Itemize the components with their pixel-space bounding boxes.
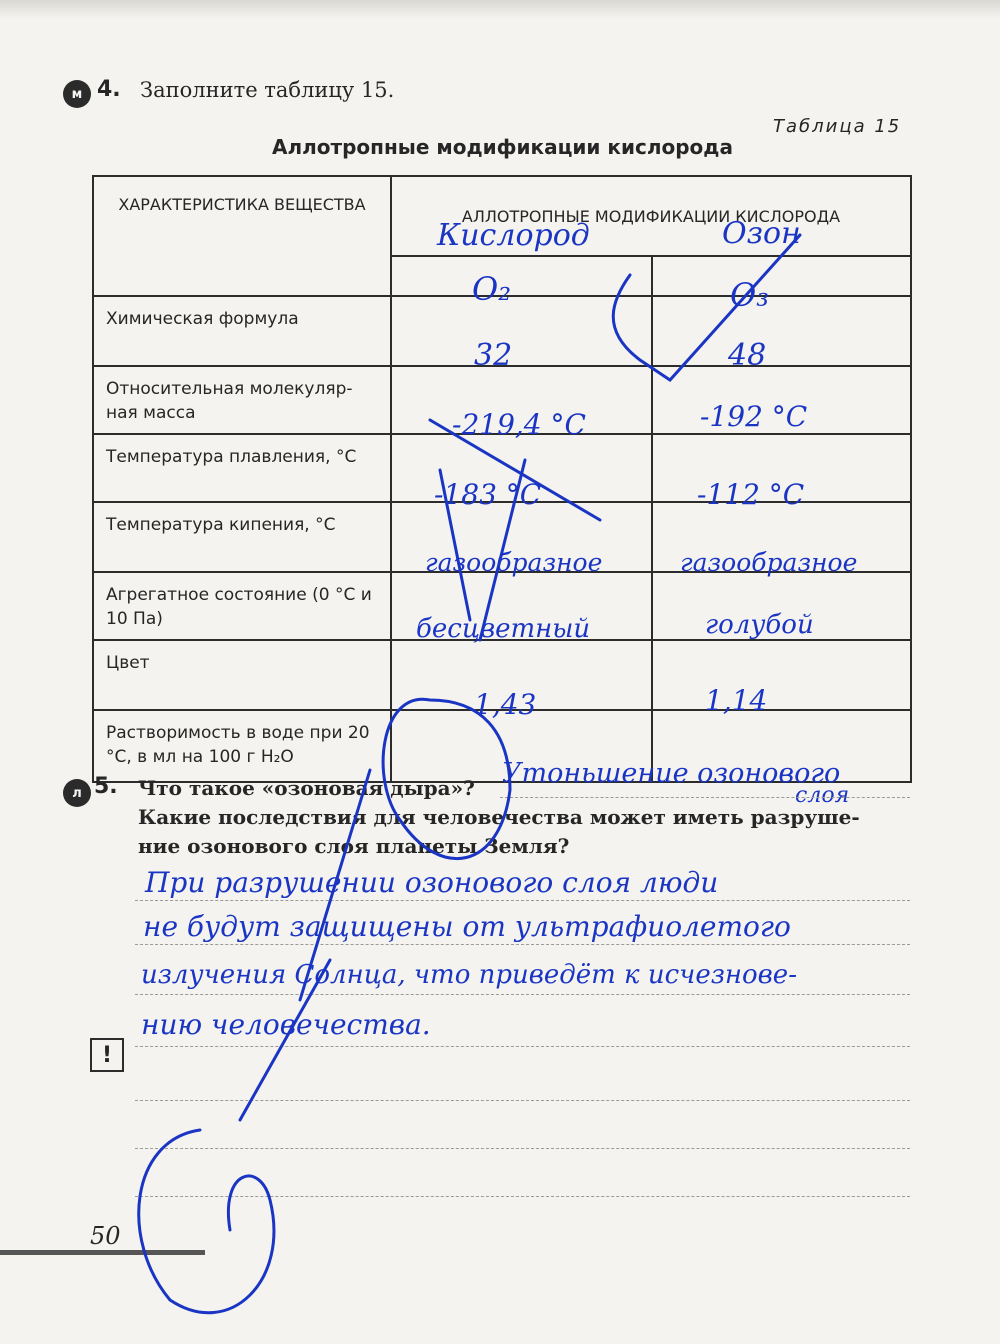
row-label-mass: Относительная молекуляр-ная масса xyxy=(93,366,391,434)
hw-q5-short-answer: Утоньшение озонового xyxy=(502,758,841,789)
question-5-line2: Какие последствия для человечества может иметь разруше- xyxy=(138,805,860,829)
ink-circle-loop xyxy=(383,699,510,858)
exclamation-box-icon: ! xyxy=(90,1038,124,1072)
badge-m-icon: м xyxy=(66,83,88,105)
table-title: Аллотропные модификации кислорода xyxy=(272,135,733,159)
hw-state-oxygen: газообразное xyxy=(425,548,603,577)
question-5-number: 5. xyxy=(94,774,118,799)
hw-answer-line2: не будут защищены от ультрафиолетого xyxy=(143,910,791,943)
row-label-formula: Химическая формула xyxy=(93,296,391,366)
hw-melt-ozone: -192 °C xyxy=(700,400,808,433)
header-modifications: АЛЛОТРОПНЫЕ МОДИФИКАЦИИ КИСЛОРОДА xyxy=(391,176,911,256)
hw-color-oxygen: бесцветный xyxy=(416,614,591,644)
ink-long-stroke xyxy=(300,770,370,1000)
table-caption: Таблица 15 xyxy=(773,116,902,137)
question-5-line1: Что такое «озоновая дыра»? xyxy=(138,776,475,800)
page-number: 50 xyxy=(90,1222,121,1250)
badge-l-icon: л xyxy=(66,782,88,804)
ink-long-stroke xyxy=(240,960,330,1120)
hw-mass-32: 32 xyxy=(474,338,513,373)
question-5-line3: ние озонового слоя планеты Земля? xyxy=(138,834,570,858)
hw-state-ozone: газообразное xyxy=(680,548,858,577)
hw-sol-oxygen: 1,43 xyxy=(474,688,537,721)
ink-vertical-stroke xyxy=(480,460,525,640)
ink-check-mark xyxy=(613,235,800,380)
question-4-text: Заполните таблицу 15. xyxy=(140,78,395,102)
hw-sol-ozone: 1,14 xyxy=(705,684,768,717)
ink-loop-scribble xyxy=(139,1130,274,1313)
hw-q5-short-answer-2: слоя xyxy=(795,783,850,808)
row-label-state: Агрегатное состояние (0 °С и 10 Па) xyxy=(93,572,391,640)
hw-formula-o3: O₃ xyxy=(730,276,770,314)
question-4-number: 4. xyxy=(97,77,121,102)
hw-answer-line3: излучения Солнца, что приведёт к исчезнове- xyxy=(141,960,797,990)
hw-formula-o2: O₂ xyxy=(472,270,512,308)
hw-ozone-name: Озон xyxy=(722,216,801,251)
row-label-boiling: Температура кипения, °С xyxy=(93,502,391,572)
header-characteristic: ХАРАКТЕРИСТИКА ВЕЩЕСТВА xyxy=(93,176,391,296)
hw-answer-line4: нию человечества. xyxy=(141,1008,431,1041)
hw-oxygen-name: Кислород xyxy=(437,218,590,253)
hw-boil-oxygen: -183 °C xyxy=(434,478,542,511)
hw-boil-ozone: -112 °C xyxy=(697,478,805,511)
hw-answer-line1: При разрушении озонового слоя люди xyxy=(145,866,719,899)
row-label-color: Цвет xyxy=(93,640,391,710)
row-label-melting: Температура плавления, °С xyxy=(93,434,391,502)
hw-melt-oxygen: -219,4 °C xyxy=(452,408,586,441)
hw-color-ozone: голубой xyxy=(705,610,814,640)
row-label-solubility: Растворимость в воде при 20 °С, в мл на 100 г H₂O xyxy=(93,710,391,782)
ink-cross-stroke xyxy=(440,470,470,620)
hw-mass-48: 48 xyxy=(728,338,767,373)
